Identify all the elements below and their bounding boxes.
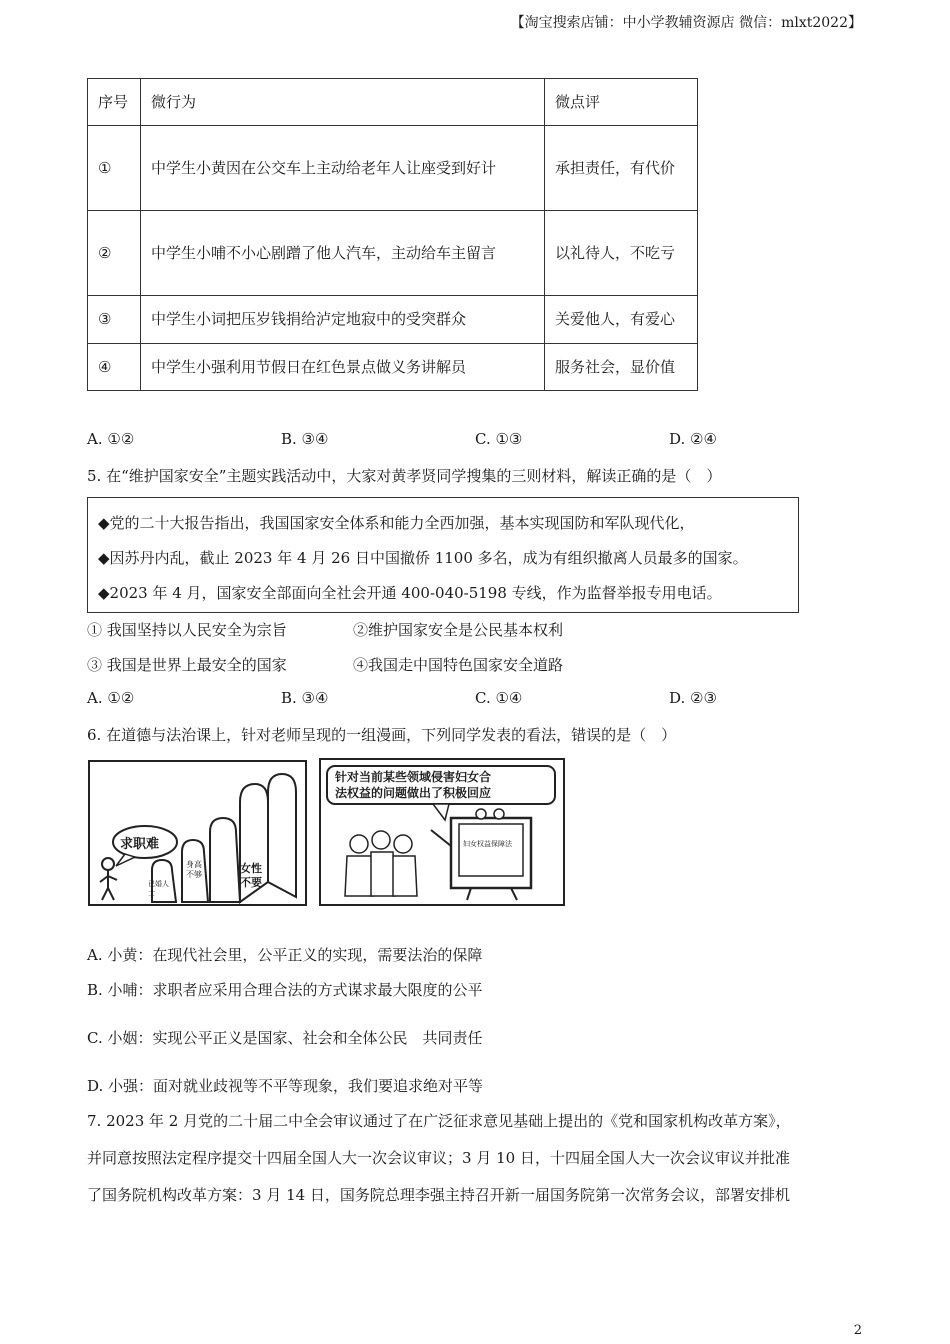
q5-material: ◆2023 年 4 月，国家安全部面向全社会开通 400-040-5198 专线，作为监督举报专用电话。 — [98, 584, 722, 602]
cartoon-document-label: 妇女权益保障法 — [463, 840, 512, 848]
table-header-index: 序号 — [88, 79, 141, 126]
q5-option-c[interactable]: C. ①④ — [475, 689, 523, 707]
q7-line: 7. 2023 年 2 月党的二十届二中全会审议通过了在广泛征求意见基础上提出的《党和国家机构改革方案》， — [87, 1112, 791, 1130]
q6-option-b[interactable]: B. 小哺：求职者应采用合理合法的方式谋求最大限度的公平 — [87, 981, 483, 999]
finger-label: 女性不要 — [240, 862, 262, 889]
cartoon-caption-2: 法权益的问题做出了积极回应 — [335, 786, 492, 800]
q6-stem: 6. 在道德与法治课上，针对老师呈现的一组漫画，下列同学发表的看法，错误的是（ ） — [87, 726, 677, 744]
page-header: 【淘宝搜索店铺：中小学教辅资源店 微信：mlxt2022】 — [510, 15, 862, 31]
row-index: ③ — [88, 296, 141, 344]
cartoon-right — [319, 758, 565, 906]
q7-line: 并同意按照法定程序提交十四届全国人大一次会议审议；3 月 10 日，十四届全国人大一次会议审议并批准 — [87, 1149, 790, 1167]
cartoon-bubble-text: 求职难 — [120, 837, 160, 852]
q5-materials-box — [87, 497, 799, 613]
row-index: ① — [88, 126, 141, 211]
q7-line: 了国务院机构改革方案：3 月 14 日，国务院总理李强主持召开新一届国务院第一次常务会议，部署安排机 — [87, 1186, 790, 1204]
row-comment: 服务社会，显价值 — [545, 344, 698, 391]
page-number: 2 — [853, 1323, 862, 1338]
row-index: ② — [88, 211, 141, 296]
row-comment: 以礼待人，不吃亏 — [545, 211, 698, 296]
cartoon-caption-1: 针对当前某些领域侵害妇女合 — [335, 770, 492, 784]
q5-option-d[interactable]: D. ②③ — [669, 689, 717, 707]
table-row — [88, 344, 698, 391]
q5-material: ◆因苏丹内乱，截止 2023 年 4 月 26 日中国撤侨 1100 多名，成为有组织撤离人员最多的国家。 — [98, 549, 748, 567]
q5-stem: 5. 在“维护国家安全”主题实践活动中，大家对黄孝贤同学搜集的三则材料，解读正确的是（ ） — [87, 467, 722, 485]
table-row — [88, 126, 698, 211]
cartoon-left — [88, 760, 307, 906]
table-header-comment: 微点评 — [545, 79, 698, 126]
row-action: 中学生小哺不小心剧蹭了他人汽车，主动给车主留言 — [141, 211, 545, 296]
q5-statement-4: ④我国走中国特色国家安全道路 — [353, 656, 564, 674]
q5-material: ◆党的二十大报告指出，我国国家安全体系和能力全西加强，基本实现国防和军队现代化， — [98, 514, 695, 532]
q4-table — [87, 78, 698, 391]
q6-option-d[interactable]: D. 小强：面对就业歧视等不平等现象，我们要追求绝对平等 — [87, 1077, 484, 1095]
q4-option-b[interactable]: B. ③④ — [281, 430, 329, 448]
row-index: ④ — [88, 344, 141, 391]
q5-statement-2: ②维护国家安全是公民基本权利 — [353, 621, 564, 639]
table-row — [88, 211, 698, 296]
finger-label: 已婚人士 — [148, 880, 169, 897]
q5-options — [87, 689, 867, 711]
q4-option-c[interactable]: C. ①③ — [475, 430, 523, 448]
q5-option-a[interactable]: A. ①② — [87, 689, 135, 707]
table-row — [88, 296, 698, 344]
row-action: 中学生小强利用节假日在红色景点做义务讲解员 — [141, 344, 545, 391]
row-action: 中学生小黄因在公交车上主动给老年人让座受到好计 — [141, 126, 545, 211]
q6-option-a[interactable]: A. 小黄：在现代社会里，公平正义的实现，需要法治的保障 — [87, 946, 483, 964]
row-comment: 承担责任，有代价 — [545, 126, 698, 211]
q6-option-c[interactable]: C. 小姻：实现公平正义是国家、社会和全体公民 共同责任 — [87, 1029, 483, 1047]
q5-statement-1: ① 我国坚持以人民安全为宗旨 — [87, 621, 287, 639]
row-comment: 关爱他人，有爱心 — [545, 296, 698, 344]
table-header-action: 微行为 — [141, 79, 545, 126]
row-action: 中学生小词把压岁钱捐给泸定地寂中的受突群众 — [141, 296, 545, 344]
q4-options — [87, 430, 867, 452]
q5-statement-3: ③ 我国是世界上最安全的国家 — [87, 656, 287, 674]
q4-option-a[interactable]: A. ①② — [87, 430, 135, 448]
q4-option-d[interactable]: D. ②④ — [669, 430, 717, 448]
finger-label: 身高不够 — [186, 860, 202, 879]
q5-option-b[interactable]: B. ③④ — [281, 689, 329, 707]
